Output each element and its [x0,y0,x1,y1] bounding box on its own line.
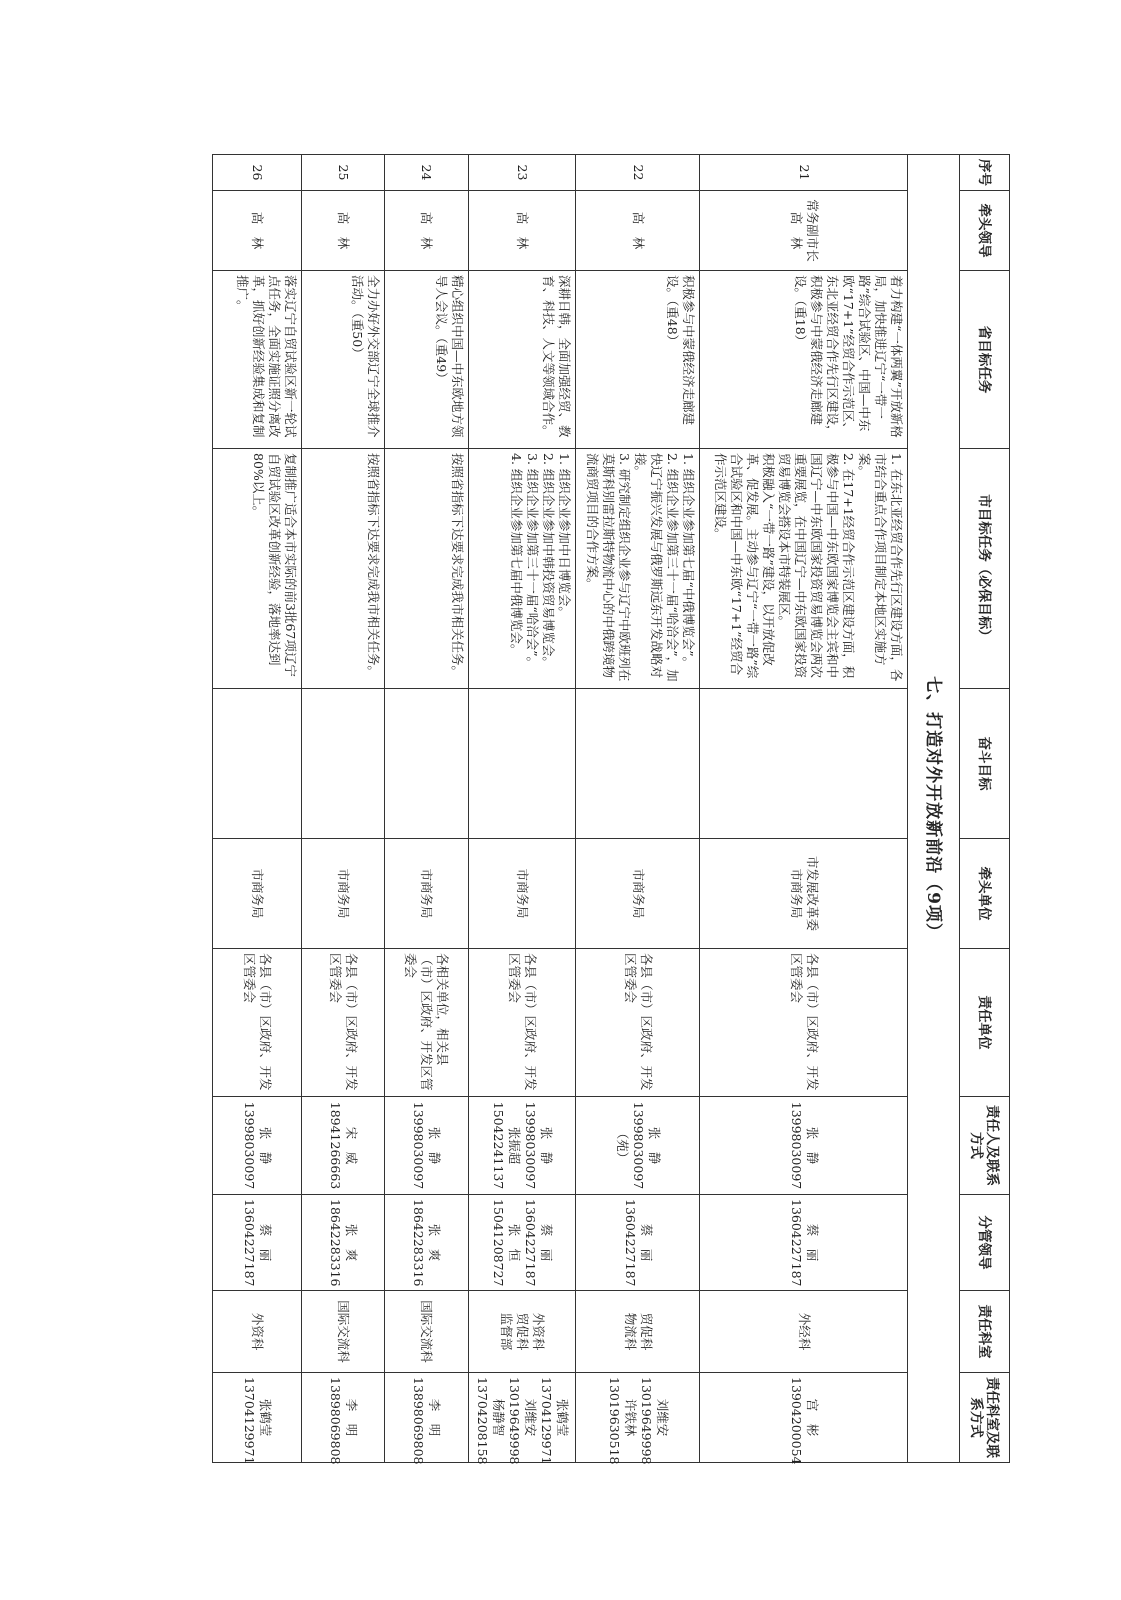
resp-section [301,1291,384,1373]
city-task [468,449,575,689]
resp-section [700,1291,908,1373]
city-task [301,449,384,689]
charge-leader [213,1195,302,1291]
section-contact [301,1373,384,1463]
resp-contact-line: 13998030097 [630,1101,646,1190]
row-number [213,155,302,191]
header-seq: 序号 [960,155,1010,191]
section-contact-line: 刘维安 [522,1398,538,1437]
section-contact-line: 13019649998 [638,1377,654,1465]
rotated-table-page [212,154,1010,1465]
resp-contact-line: 18941266663 [327,1101,343,1190]
row-number [468,155,575,191]
lead-unit [385,839,468,949]
resp-contact-line: 张 静 [804,1126,820,1165]
header-resp-contact: 责任人及联系方式 [960,1097,1010,1195]
fight-goal [468,689,575,839]
row-number [700,155,908,191]
table-row [468,155,575,1463]
resp-unit-line: 各县（市）区政府、开发区管委会 [506,953,538,1091]
header-lead: 牵头领导 [960,191,1010,271]
table-row [700,155,908,1463]
resp-section-line: 国际交流科 [419,1300,435,1363]
resp-contact-line: 宋 威 [343,1126,359,1165]
lead-leader [468,191,575,271]
table-row [385,155,468,1463]
section-contact-line: 13704208158 [474,1377,490,1465]
fight-goal [576,689,700,839]
row-number-line: 24 [419,164,435,181]
lead-leader [576,191,700,271]
resp-section-line: 贸促科 [514,1312,530,1351]
resp-section-line: 贸促科 [638,1312,654,1351]
resp-unit [301,949,384,1097]
header-resp-section: 责任科室 [960,1291,1010,1373]
lead-unit-line: 市商务局 [514,868,530,919]
table-row [576,155,700,1463]
lead-unit [301,839,384,949]
row-number-line: 25 [335,164,351,181]
city-task-line: 1. 组织企业参加中日博览会。 [557,453,573,619]
lead-unit-line: 市商务局 [788,868,804,919]
resp-contact [700,1097,908,1195]
resp-contact-line: 13998030097 [522,1101,538,1190]
section-contact [213,1373,302,1463]
resp-unit [576,949,700,1097]
table-row [301,155,384,1463]
row-number [576,155,700,191]
resp-section-line: 外资科 [249,1312,265,1351]
section-contact-line: 13898069808 [327,1377,343,1465]
resp-section [468,1291,575,1373]
province-task-line: 积极参与中蒙俄经济走廊建设。（重48） [665,275,697,426]
lead-leader-line: 常务副市长 [804,199,820,262]
charge-leader-line: 13604227187 [622,1199,638,1287]
section-title-row [907,155,959,1463]
fight-goal [213,689,302,839]
lead-unit-line: 市发展改革委 [804,855,820,931]
charge-leader [385,1195,468,1291]
province-task [301,271,384,449]
section-contact [468,1373,575,1463]
city-task-line: 2. 在17+1经贸合作示范区建设方面，积极参与中国—中东欧国家博览会主宾和中国辽宁—中东欧国家投资贸易博览会两次重要展览，在中国辽宁—中东欧国家投资贸易博览会搭设本市特装展区。 [776,453,856,679]
province-task [385,271,468,449]
resp-section [576,1291,700,1373]
resp-contact [301,1097,384,1195]
city-task [213,449,302,689]
city-task [700,449,908,689]
section-contact-line: 张鹤莹 [257,1398,273,1437]
city-task-line: 复制推广适合本市实际的前3批67项辽宁自贸试验区改革创新经验，落地率达到80%以上。 [250,453,298,677]
charge-leader-line: 18642283316 [327,1199,343,1287]
resp-contact-line: 张 静 [427,1126,443,1165]
section-contact-line: 杨静智 [490,1398,506,1437]
lead-leader-line: 高 林 [630,211,646,250]
fight-goal [700,689,908,839]
section-contact-line: 13704129971 [538,1377,554,1465]
lead-unit [576,839,700,949]
resp-section-line: 国际交流科 [335,1300,351,1363]
charge-leader [468,1195,575,1291]
resp-unit-line: 各县（市）区政府、开发区管委会 [788,953,820,1091]
province-task-line: 全力办好外交部辽宁全球推介活动。（重50） [350,275,382,438]
province-task [213,271,302,449]
city-task-line: 3. 组织企业参加第三十一届“哈洽会”。 [525,453,541,670]
charge-leader [576,1195,700,1291]
charge-leader-line: 张 爽 [427,1223,443,1262]
lead-unit-line: 市商务局 [335,868,351,919]
charge-leader-line: 蔡 丽 [804,1223,820,1262]
section-contact-line: 13019649998 [506,1377,522,1465]
resp-unit-line: 各相关单位，相关县（市）区政府、开发区管委会 [403,953,451,1091]
row-number [301,155,384,191]
province-task [576,271,700,449]
charge-leader [700,1195,908,1291]
header-city-task: 市目标任务（必保目标） [960,449,1010,689]
section-contact-line: 13898069808 [411,1377,427,1465]
resp-unit [385,949,468,1097]
resp-section [385,1291,468,1373]
resp-section-line: 外资科 [530,1312,546,1351]
charge-leader-line: 13604227187 [522,1199,538,1287]
charge-leader-line: 张 恒 [506,1223,522,1262]
resp-contact [468,1097,575,1195]
resp-contact-line: 张 静 [538,1126,554,1165]
resp-contact-line: 15042241137 [490,1101,506,1190]
section-contact [576,1373,700,1463]
resp-section-line: 监督部 [498,1312,514,1351]
province-task [468,271,575,449]
lead-unit [213,839,302,949]
fight-goal [385,689,468,839]
resp-section-line: 物流科 [622,1312,638,1351]
lead-leader [700,191,908,271]
lead-unit-line: 市商务局 [630,868,646,919]
lead-leader [301,191,384,271]
resp-unit-line: 各县（市）区政府、开发区管委会 [622,953,654,1091]
section-title: 七、打造对外开放新前沿（9项） [907,155,959,1463]
resp-unit [700,949,908,1097]
city-task-line: 按照省指标下达要求完成我市相关任务。 [366,453,382,679]
charge-leader-line: 蔡 丽 [538,1223,554,1262]
resp-contact-line: 13998030097 [788,1101,804,1190]
lead-unit [700,839,908,949]
province-task-line: 精心组织中国—中东欧地方领导人会议。（重49） [433,275,465,438]
section-contact-line: 李 明 [343,1398,359,1437]
resp-contact-line: 13998030097 [411,1101,427,1190]
city-task [385,449,468,689]
lead-leader [385,191,468,271]
charge-leader-line: 15041208727 [490,1199,506,1287]
header-fight-goal: 奋斗目标 [960,689,1010,839]
section-contact-line: 13019630518 [606,1377,622,1465]
charge-leader-line: 蔡 丽 [257,1223,273,1262]
header-charge-leader: 分管领导 [960,1195,1010,1291]
section-contact-line: 李 明 [427,1398,443,1437]
city-task-line: 2. 组织企业参加第三十一届“哈洽会”，加快辽宁振兴发展与俄罗斯远东开发战略对接。 [633,453,681,682]
charge-leader-line: 13604227187 [241,1199,257,1287]
resp-unit [213,949,302,1097]
city-task-line: 按照省指标下达要求完成我市相关任务。 [449,453,465,679]
header-section-contact: 责任科室及联系方式 [960,1373,1010,1463]
section-contact-line: 13704129971 [241,1377,257,1465]
city-task-line: 1. 在东北亚经贸合作先行区建设方面，各市结合重点合作项目制定本地区实施方案。 [856,453,904,682]
lead-leader-line: 高 林 [514,211,530,250]
lead-unit-line: 市商务局 [249,868,265,919]
section-contact-line: 许铁林 [622,1398,638,1437]
resp-unit-line: 各县（市）区政府、开发区管委会 [241,953,273,1091]
resp-unit-line: 各县（市）区政府、开发区管委会 [327,953,359,1091]
resp-contact-line: 13998030097 [241,1101,257,1190]
task-table [212,154,1010,1463]
lead-leader-line: 高 林 [335,211,351,250]
province-task [700,271,908,449]
table-row [213,155,302,1463]
header-prov-task: 省目标任务 [960,271,1010,449]
section-contact-line: 13904200054 [788,1377,804,1465]
row-number-line: 22 [630,164,646,181]
header-lead-unit: 牵头单位 [960,839,1010,949]
resp-contact-line: （苑） [614,1126,630,1165]
province-task-line: 深耕日韩，全面加强经贸、教育、科技、人文等领域合作。 [541,275,573,438]
resp-contact [213,1097,302,1195]
row-number-line: 26 [249,164,265,181]
section-contact-line: 宫 彬 [804,1398,820,1437]
lead-leader [213,191,302,271]
resp-contact-line: 张振超 [506,1126,522,1165]
resp-unit [468,949,575,1097]
resp-contact-line: 张 静 [257,1126,273,1165]
charge-leader [301,1195,384,1291]
section-contact [385,1373,468,1463]
resp-section [213,1291,302,1373]
lead-unit-line: 市商务局 [419,868,435,919]
row-number [385,155,468,191]
city-task-line: 积极融入“一带一路”建设，以开放促改革、促发展。主动参与辽宁“一带一路”综合试验区和中国—中东欧“17+1”经贸合作示范区建设。 [712,453,776,679]
charge-leader-line: 18642283316 [411,1199,427,1287]
row-number-line: 21 [796,164,812,181]
charge-leader-line: 13604227187 [788,1199,804,1287]
lead-leader-line: 高 林 [419,211,435,250]
province-task-line: 落实辽宁自贸试验区新一轮试点任务，全面实施证照分离改革，抓好创新经验集成和复制推广。 [234,275,298,438]
section-contact-line: 刘维安 [654,1398,670,1437]
lead-leader-line: 高 林 [249,211,265,250]
fight-goal [301,689,384,839]
city-task-line: 1. 组织企业参加第七届“中俄博览会”。 [681,453,697,670]
section-contact [700,1373,908,1463]
header-row [960,155,1010,1463]
lead-unit [468,839,575,949]
section-contact-line: 张鹤莹 [554,1398,570,1437]
charge-leader-line: 蔡 丽 [638,1223,654,1262]
resp-contact [385,1097,468,1195]
city-task-line: 3. 研究制定组织企业参与辽宁中欧班列在莫斯科别雷拉斯特物流中心的中俄跨境物流商贸项目的合作方案。 [585,453,633,682]
row-number-line: 23 [514,164,530,181]
city-task-line: 2. 组织企业参加中韩投资贸易博览会。 [541,453,557,669]
charge-leader-line: 张 爽 [343,1223,359,1262]
resp-contact-line: 张 静 [646,1126,662,1165]
province-task-line: 着力构建“一体两翼”开放新格局，加快推进辽宁“一带一路”综合试验区、中国—中东欧“17+1”经贸合作示范区、东北亚经贸合作先行区建设，积极参与中蒙俄经济走廊建设。（重18） [792,275,904,438]
header-resp-unit: 责任单位 [960,949,1010,1097]
city-task-line: 4. 组织企业参加第七届中俄博览会。 [509,453,525,657]
resp-contact [576,1097,700,1195]
resp-section-line: 外经科 [796,1312,812,1351]
city-task [576,449,700,689]
lead-leader-line: 高 林 [788,211,804,250]
